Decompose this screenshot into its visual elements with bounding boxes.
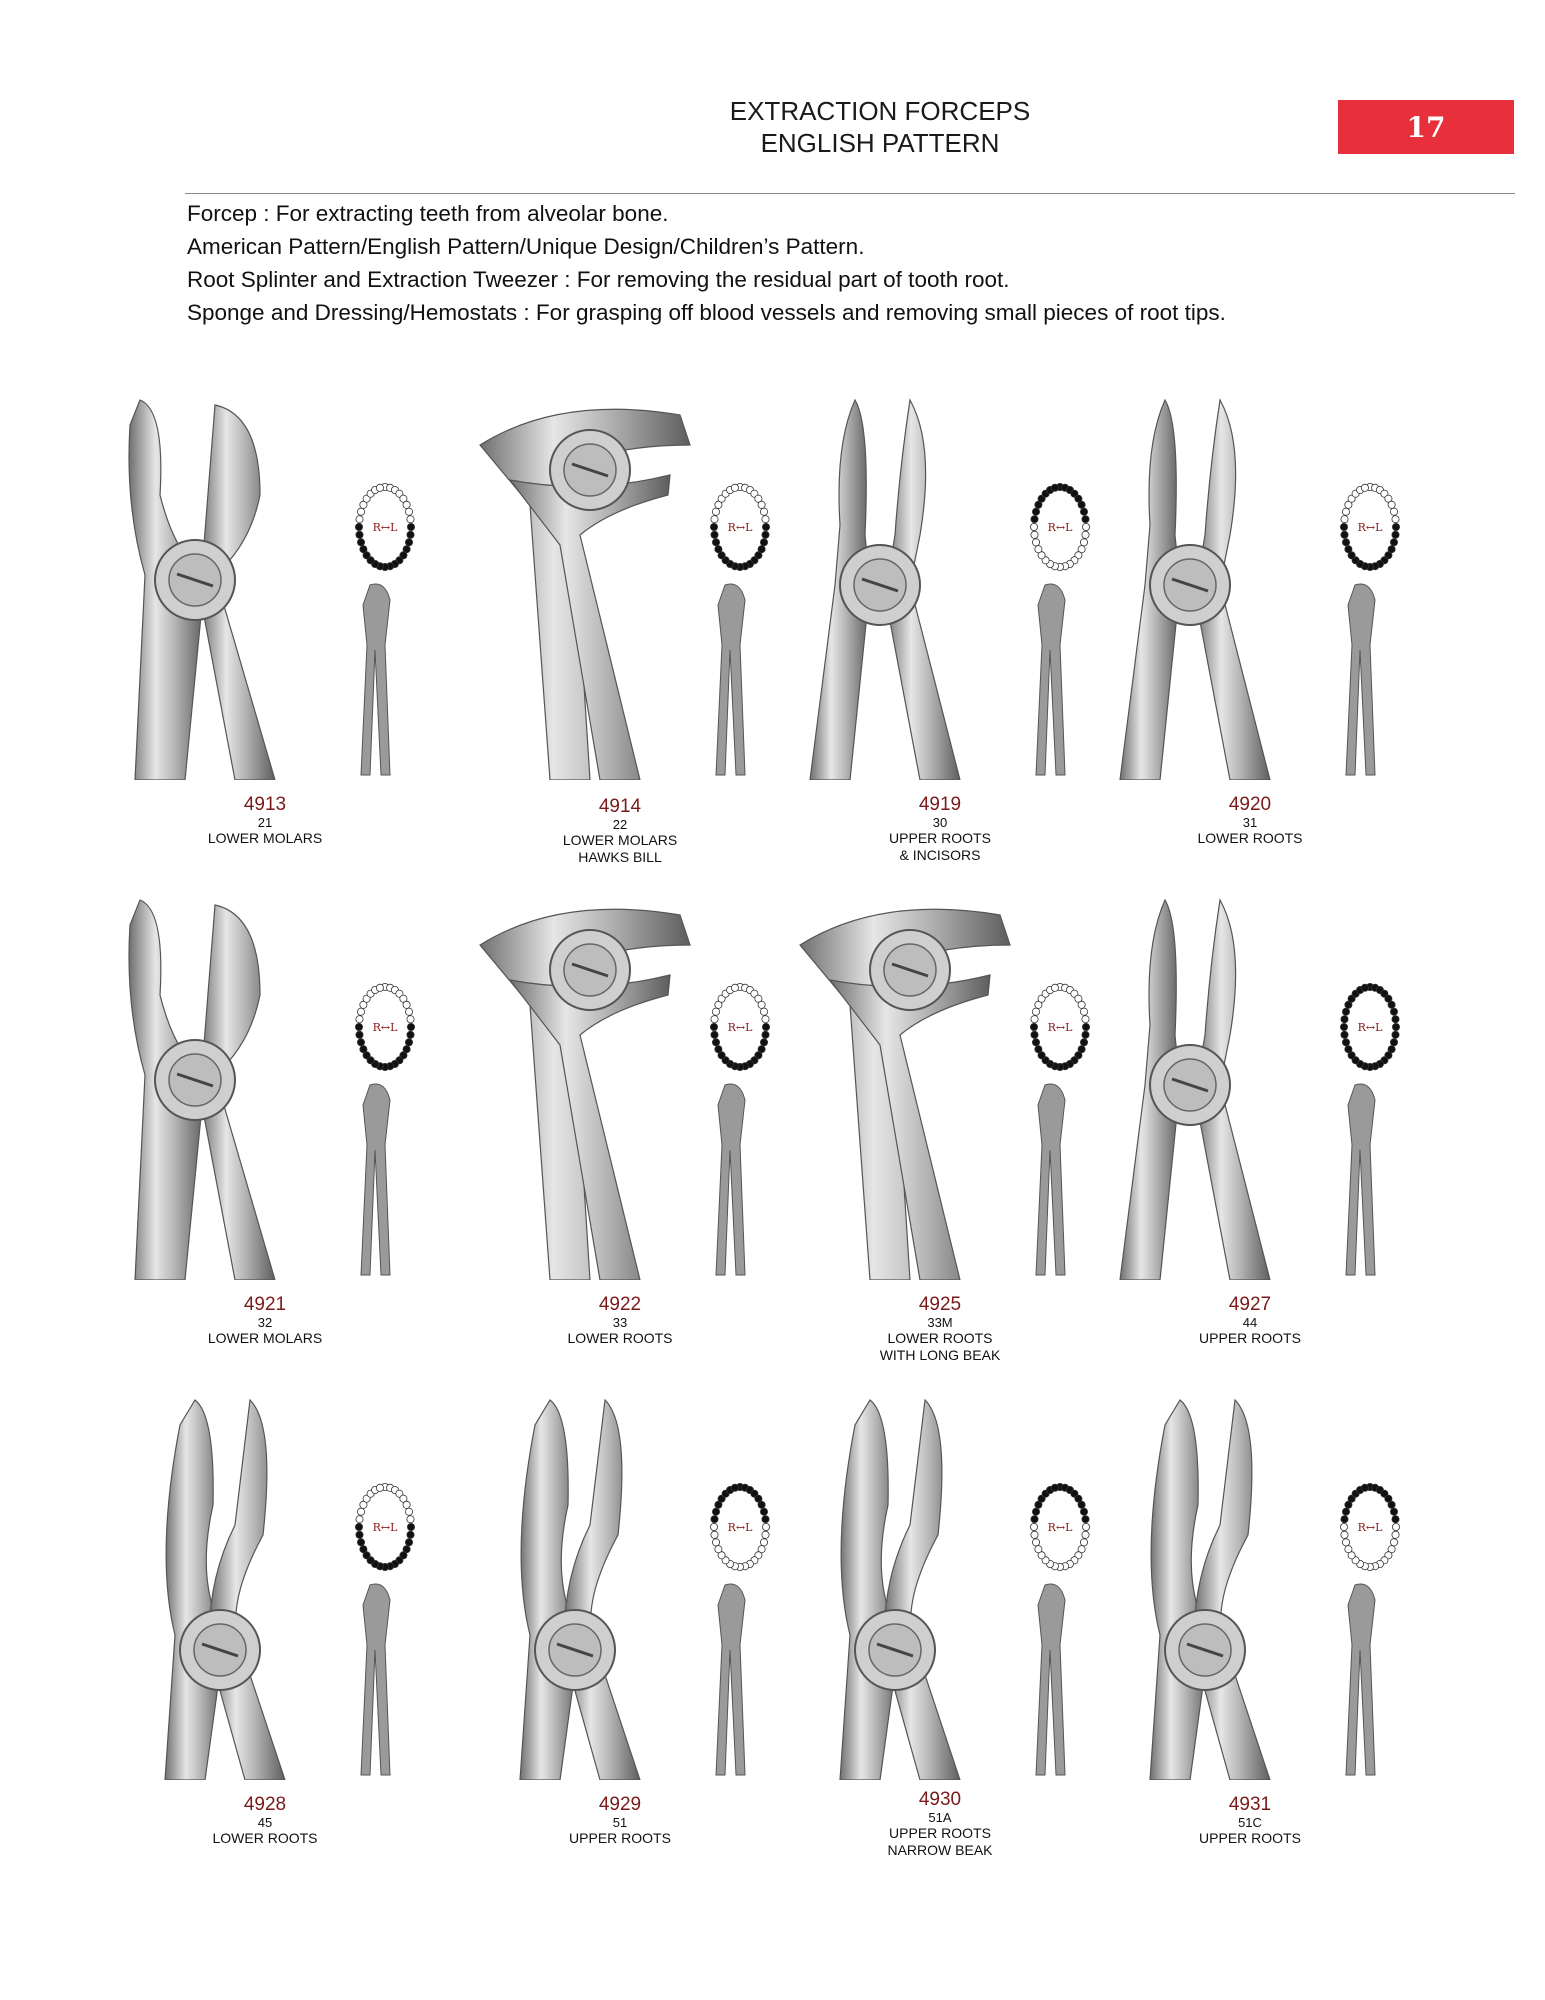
tooth-chart-icon (1335, 1480, 1405, 1580)
figure-number: 33M (927, 1315, 953, 1330)
page-number-badge: 17 (1338, 100, 1514, 154)
product-code: 4913 (243, 794, 287, 815)
figure-number: 31 (1242, 815, 1258, 830)
product-description: LOWER MOLARS HAWKS BILL (562, 832, 678, 865)
header-divider (185, 193, 1515, 194)
figure-number: 22 (612, 817, 628, 832)
jaw-chart-label: R↔L (727, 1021, 753, 1034)
figure-number: 51A (928, 1810, 952, 1825)
product-caption (1070, 795, 1430, 847)
product-card (1070, 885, 1430, 1385)
product-card (760, 385, 1120, 885)
product-description: UPPER ROOTS (1199, 1330, 1301, 1346)
jaw-chart-label: R↔L (1047, 1021, 1073, 1034)
product-card (1070, 1385, 1430, 1885)
product-description: UPPER ROOTS NARROW BEAK (887, 1825, 993, 1858)
tooth-chart-icon (350, 480, 420, 580)
forceps-image (1070, 385, 1430, 780)
forceps-image (760, 385, 1120, 780)
product-caption (440, 797, 800, 866)
figure-number: 51C (1238, 1815, 1262, 1830)
figure-number: 45 (257, 1815, 273, 1830)
product-caption (1070, 1295, 1430, 1347)
forceps-image (760, 885, 1120, 1280)
product-caption (760, 1790, 1120, 1859)
figure-number: 33 (612, 1315, 628, 1330)
product-code: 4930 (918, 1789, 962, 1810)
product-caption (440, 1295, 800, 1347)
product-card (760, 885, 1120, 1385)
jaw-chart-label: R↔L (727, 521, 753, 534)
product-code: 4922 (598, 1294, 642, 1315)
jaw-chart-label: R↔L (1047, 521, 1073, 534)
tooth-chart-icon (350, 1480, 420, 1580)
jaw-chart-label: R↔L (727, 1521, 753, 1534)
forceps-image (85, 1385, 445, 1780)
product-description: LOWER MOLARS (207, 1330, 323, 1346)
product-card (440, 1385, 800, 1885)
product-caption (85, 1795, 445, 1847)
product-card (440, 385, 800, 885)
jaw-chart-label: R↔L (372, 521, 398, 534)
product-code: 4921 (243, 1294, 287, 1315)
product-code: 4931 (1228, 1794, 1272, 1815)
jaw-chart-label: R↔L (1357, 521, 1383, 534)
jaw-chart-label: R↔L (1357, 1021, 1383, 1034)
figure-number: 30 (932, 815, 948, 830)
product-description: LOWER ROOTS (1197, 830, 1303, 846)
product-card (85, 1385, 445, 1885)
product-code: 4927 (1228, 1294, 1272, 1315)
product-card (760, 1385, 1120, 1885)
product-code: 4925 (918, 1294, 962, 1315)
forceps-image (440, 385, 800, 780)
title-line-1: EXTRACTION FORCEPS (729, 96, 1031, 126)
forceps-image (1070, 885, 1430, 1280)
forceps-image (85, 385, 445, 780)
figure-number: 51 (612, 1815, 628, 1830)
product-description: UPPER ROOTS & INCISORS (889, 830, 991, 863)
product-caption (85, 795, 445, 847)
product-caption (760, 1295, 1120, 1364)
forceps-image (440, 885, 800, 1280)
product-caption (1070, 1795, 1430, 1847)
product-description: LOWER ROOTS (567, 1330, 673, 1346)
tooth-chart-icon (1335, 980, 1405, 1080)
intro-line-3: Root Splinter and Extraction Tweezer : For removing the residual part of tooth root. (187, 267, 1010, 292)
forceps-image (85, 885, 445, 1280)
tooth-chart-icon (350, 980, 420, 1080)
product-code: 4928 (243, 1794, 287, 1815)
product-caption (440, 1795, 800, 1847)
intro-line-1: Forcep : For extracting teeth from alveolar bone. (187, 201, 669, 226)
product-caption (760, 795, 1120, 864)
jaw-chart-label: R↔L (372, 1021, 398, 1034)
product-code: 4929 (598, 1794, 642, 1815)
jaw-chart-label: R↔L (1357, 1521, 1383, 1534)
product-card (440, 885, 800, 1385)
page-title (620, 95, 1140, 159)
intro-line-4: Sponge and Dressing/Hemostats : For grasping off blood vessels and removing small pieces of root tips. (187, 300, 1226, 325)
product-caption (85, 1295, 445, 1347)
forceps-image (760, 1385, 1120, 1780)
product-description: LOWER ROOTS WITH LONG BEAK (879, 1330, 1001, 1363)
product-code: 4914 (598, 796, 642, 817)
product-description: UPPER ROOTS (1199, 1830, 1301, 1846)
forceps-image (440, 1385, 800, 1780)
product-card (85, 385, 445, 885)
jaw-chart-label: R↔L (1047, 1521, 1073, 1534)
title-line-2: ENGLISH PATTERN (760, 128, 1000, 158)
figure-number: 32 (257, 1315, 273, 1330)
product-description: UPPER ROOTS (569, 1830, 671, 1846)
product-card (1070, 385, 1430, 885)
intro-text (187, 197, 1507, 329)
product-description: LOWER ROOTS (212, 1830, 318, 1846)
figure-number: 21 (257, 815, 273, 830)
product-code: 4919 (918, 794, 962, 815)
product-card (85, 885, 445, 1385)
forceps-image (1070, 1385, 1430, 1780)
product-code: 4920 (1228, 794, 1272, 815)
tooth-chart-icon (1335, 480, 1405, 580)
product-description: LOWER MOLARS (207, 830, 323, 846)
jaw-chart-label: R↔L (372, 1521, 398, 1534)
intro-line-2: American Pattern/English Pattern/Unique Design/Children’s Pattern. (187, 234, 865, 259)
figure-number: 44 (1242, 1315, 1258, 1330)
